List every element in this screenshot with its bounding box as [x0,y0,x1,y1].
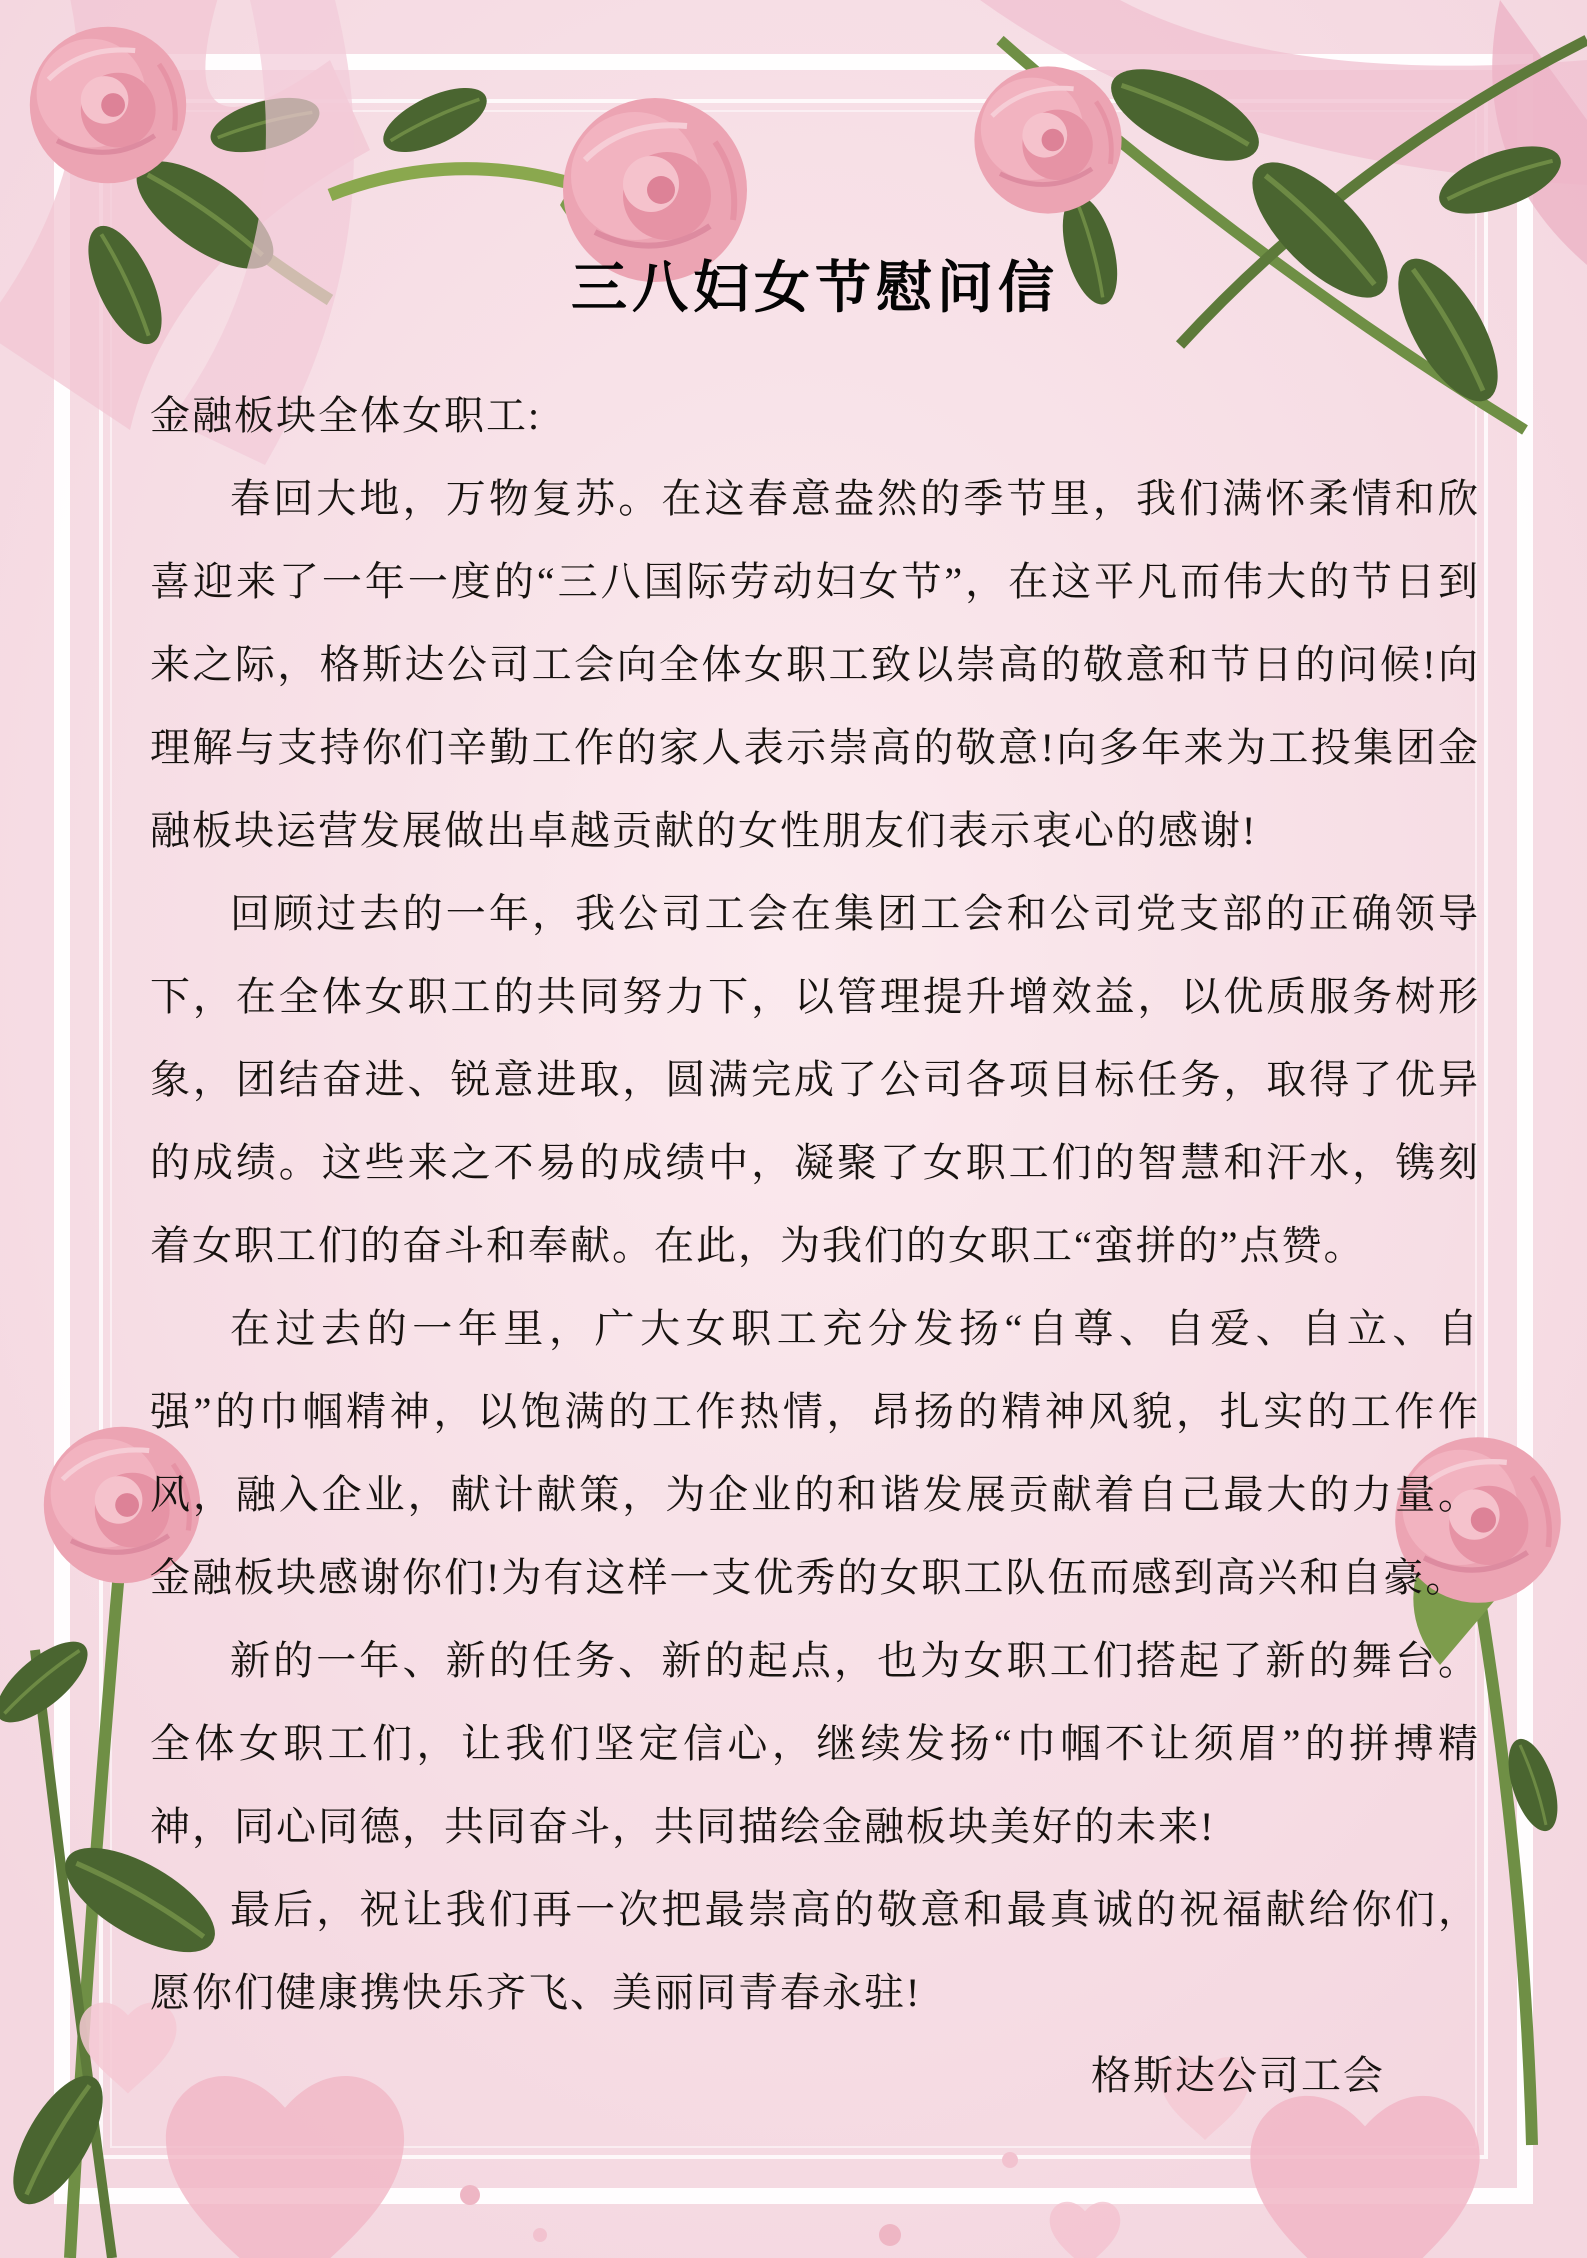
letter-content [150,0,1480,2117]
paragraph-5: 最后，祝让我们再一次把最崇高的敬意和最真诚的祝福献给你们，愿你们健康携快乐齐飞、美丽同青春永驻! [150,1887,1480,2015]
salutation: 金融板块全体女职工: [150,393,542,438]
paragraph-4: 新的一年、新的任务、新的起点，也为女职工们搭起了新的舞台。全体女职工们，让我们坚定信心，继续发扬“巾帼不让须眉”的拼搏精神，同心同德，共同奋斗，共同描绘金融板块美好的未来! [150,1638,1480,1849]
paragraph-3: 在过去的一年里，广大女职工充分发扬“自尊、自爱、自立、自强”的巾帼精神，以饱满的工作热情，昂扬的精神风貌，扎实的工作作风，融入企业，献计献策，为企业的和谐发展贡献着自己最大的力量。金融板块感谢你们!为有这样一支优秀的女职工队伍而感到高兴和自豪。 [150,1306,1480,1600]
signature: 格斯达公司工会 [1091,2053,1385,2098]
paragraph-1: 春回大地，万物复苏。在这春意盎然的季节里，我们满怀柔情和欣喜迎来了一年一度的“三八国际劳动妇女节”，在这平凡而伟大的节日到来之际，格斯达公司工会向全体女职工致以崇高的敬意和节日的问候!向理解与支持你们辛勤工作的家人表示崇高的敬意!向多年来为工投集团金融板块运营发展做出卓越贡献的女性朋友们表示衷心的感谢! [150,476,1480,853]
paragraph-2: 回顾过去的一年，我公司工会在集团工会和公司党支部的正确领导下，在全体女职工的共同努力下，以管理提升增效益，以优质服务树形象，团结奋进、锐意进取，圆满完成了公司各项目标任务，取得了优异的成绩。这些来之不易的成绩中，凝聚了女职工们的智慧和汗水，镌刻着女职工们的奋斗和奉献。在此，为我们的女职工“蛮拼的”点赞。 [150,891,1480,1268]
letter-title: 三八妇女节慰问信 [571,256,1059,319]
